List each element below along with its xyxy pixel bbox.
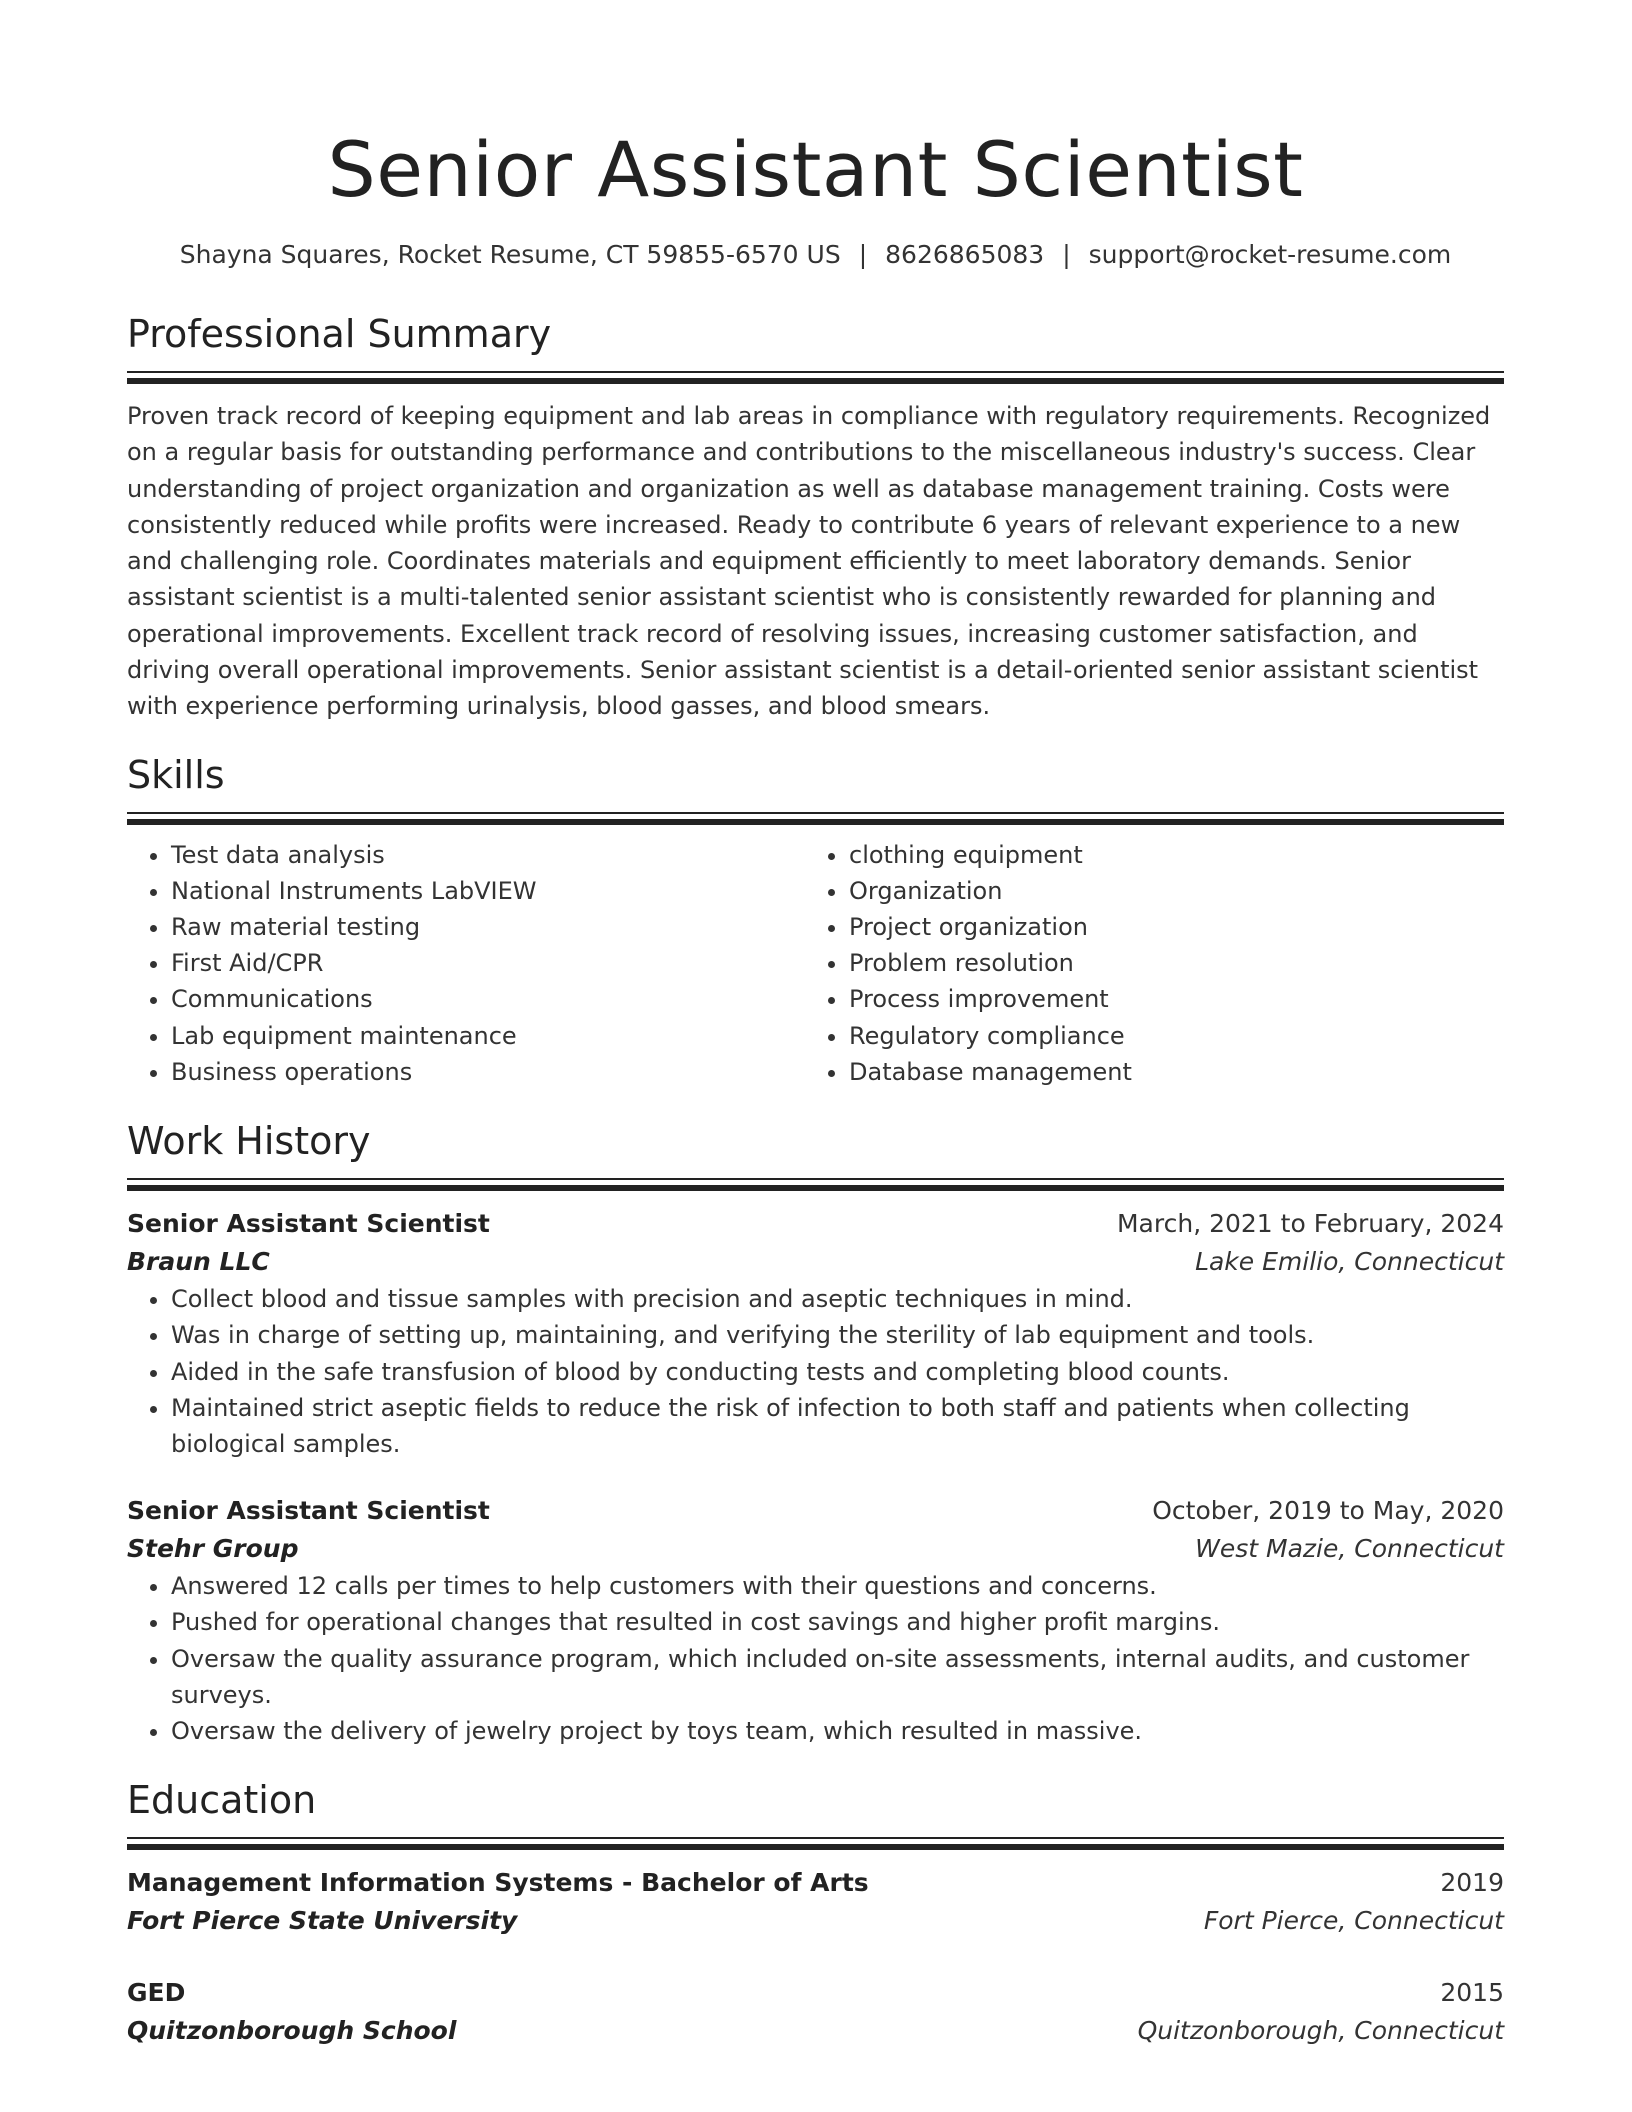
job-company: Braun LLC [127, 1247, 270, 1277]
skill-item: • Process improvement [849, 981, 1483, 1017]
skill-item: • Database management [849, 1054, 1483, 1090]
skill-item: • Problem resolution [849, 945, 1483, 981]
contact-phone: 8626865083 [885, 240, 1045, 269]
summary-text: Proven track record of keeping equipment and lab areas in compliance with regulatory requirements. Recognized on a regular basis for outstanding performance and contributions to the miscellaneous industry's success. Clear understanding of project organization and organization as well as database management training. Costs were consistently reduced while profits were increased. Ready to contribute 6 years of relevant experience to a new and challenging role. Coordinates materials and equipment efficiently to meet laboratory demands. Senior assistant scientist is a multi-talented senior assistant scientist who is consistently rewarded for planning and operational improvements. Excellent track record of resolving issues, increasing customer satisfaction, and driving overall operational improvements. Senior assistant scientist is a detail-oriented senior assistant scientist with experience performing urinalysis, blood gasses, and blood smears. [127, 402, 1491, 721]
job-bullet: • Oversaw the delivery of jewelry project by toys team, which resulted in massive. [171, 1713, 1504, 1749]
section-heading-summary: Professional Summary [127, 312, 552, 356]
education-degree: Management Information Systems - Bachelor of Arts [127, 1868, 869, 1898]
job-bullet-list [127, 1568, 1504, 1749]
skill-item: • Business operations [171, 1054, 805, 1090]
skill-item: • National Instruments LabVIEW [171, 873, 805, 909]
job-dates: March, 2021 to February, 2024 [1116, 1209, 1504, 1239]
skill-item: • Organization [849, 873, 1483, 909]
education-year: 2015 [1440, 1978, 1504, 2008]
job-company-row [127, 1243, 1504, 1281]
job-bullet: • Oversaw the quality assurance program, which included on-site assessments, internal audits, and customer surveys. [171, 1641, 1504, 1713]
job-dates: October, 2019 to May, 2020 [1152, 1496, 1504, 1526]
job-company-row [127, 1530, 1504, 1568]
skill-item: • Communications [171, 981, 805, 1017]
skill-item: • Regulatory compliance [849, 1018, 1483, 1054]
education-entry [127, 1974, 1504, 2050]
skill-item: • Test data analysis [171, 837, 805, 873]
skills-column-left [127, 837, 805, 1090]
job-bullet: • Aided in the safe transfusion of blood by conducting tests and completing blood counts. [171, 1354, 1504, 1390]
job-bullet: • Answered 12 calls per times to help customers with their questions and concerns. [171, 1568, 1504, 1604]
education-location: Fort Pierce, Connecticut [1203, 1906, 1504, 1936]
education-header-row [127, 1864, 1504, 1902]
job-entry [127, 1205, 1504, 1462]
job-bullet: • Collect blood and tissue samples with precision and aseptic techniques in mind. [171, 1281, 1504, 1317]
contact-separator: | [858, 240, 868, 269]
education-header-row [127, 1974, 1504, 2012]
job-bullet: • Maintained strict aseptic fields to reduce the risk of infection to both staff and patients when collecting biological samples. [171, 1390, 1504, 1462]
contact-email: support@rocket-resume.com [1088, 240, 1452, 269]
job-header-row [127, 1492, 1504, 1530]
summary-section [127, 309, 1504, 725]
job-bullet: • Pushed for operational changes that resulted in cost savings and higher profit margins. [171, 1604, 1504, 1640]
contact-separator: | [1062, 240, 1071, 269]
education-entry [127, 1864, 1504, 1940]
job-header-row [127, 1205, 1504, 1243]
education-school-row [127, 2012, 1504, 2050]
skills-list-right [805, 837, 1483, 1090]
education-school-row [127, 1902, 1504, 1940]
skills-grid [127, 837, 1504, 1090]
education-school: Quitzonborough School [127, 2016, 457, 2046]
section-divider [127, 1178, 1504, 1191]
education-school: Fort Pierce State University [127, 1906, 518, 1936]
contact-address: Shayna Squares, Rocket Resume, CT 59855-6570 US [179, 240, 841, 269]
section-heading-education: Education [127, 1778, 317, 1823]
section-heading-work-history: Work History [127, 1119, 371, 1164]
education-section [127, 1775, 1504, 2050]
skill-item: • clothing equipment [849, 837, 1483, 873]
job-location: Lake Emilio, Connecticut [1195, 1247, 1504, 1277]
job-bullet-list [127, 1281, 1504, 1462]
section-divider [127, 812, 1504, 825]
skill-item: • First Aid/CPR [171, 945, 805, 981]
section-heading-skills: Skills [127, 752, 225, 797]
job-entry [127, 1492, 1504, 1749]
skill-item: • Project organization [849, 909, 1483, 945]
work-history-section [127, 1116, 1504, 1749]
education-degree: GED [127, 1978, 186, 2008]
job-bullet: • Was in charge of setting up, maintaining, and verifying the sterility of lab equipment and tools. [171, 1317, 1504, 1353]
resume-page [127, 0, 1504, 2050]
skill-item: • Lab equipment maintenance [171, 1018, 805, 1054]
skills-list-left [127, 837, 805, 1090]
contact-line [127, 238, 1504, 272]
job-title: Senior Assistant Scientist [127, 1496, 490, 1526]
skills-column-right [805, 837, 1483, 1090]
resume-title: Senior Assistant Scientist [327, 125, 1304, 214]
job-title: Senior Assistant Scientist [127, 1209, 490, 1239]
skill-item: • Raw material testing [171, 909, 805, 945]
job-company: Stehr Group [127, 1534, 299, 1564]
job-location: West Mazie, Connecticut [1195, 1534, 1504, 1564]
education-location: Quitzonborough, Connecticut [1137, 2016, 1504, 2046]
section-divider [127, 371, 1504, 384]
education-year: 2019 [1440, 1868, 1504, 1898]
skills-section [127, 750, 1504, 1090]
section-divider [127, 1837, 1504, 1850]
